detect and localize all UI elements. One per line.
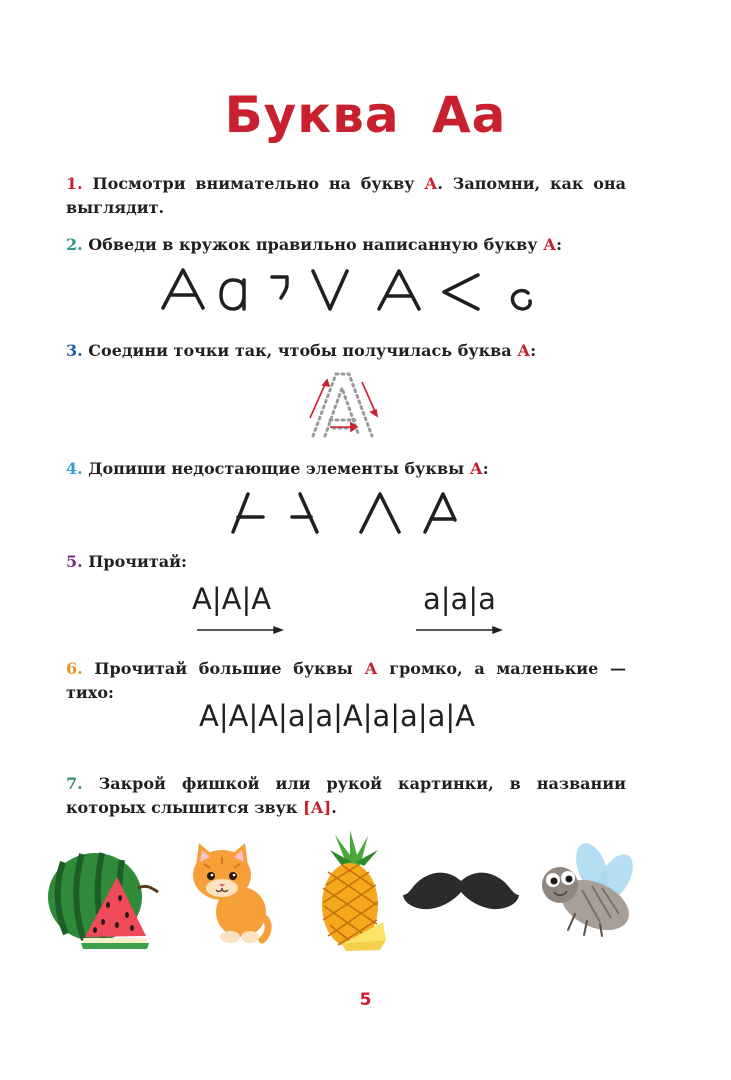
task-number: 1.	[66, 174, 83, 193]
task-number: 6.	[66, 659, 83, 678]
task-number: 4.	[66, 459, 83, 478]
read-mixed: А|А|А|а|а|А|а|а|а|А	[199, 699, 475, 733]
task-letter: А	[364, 659, 378, 678]
task-text: Обведи в кружок правильно написанную букву	[88, 235, 544, 254]
task-text: Допиши недостающие элементы буквы	[88, 459, 470, 478]
page-title: Буква Аа	[224, 86, 507, 144]
task-number: 7.	[66, 774, 83, 793]
task-text: . Запомни, как она выглядит.	[66, 174, 627, 217]
task-letter: А	[424, 174, 438, 193]
read-lowercase: а|а|а	[423, 582, 496, 616]
mustache-picture	[403, 873, 519, 910]
task-text: Прочитай:	[88, 552, 187, 571]
task-text: :	[482, 459, 489, 478]
watermelon-picture	[48, 853, 158, 949]
task-text: Соедини точки так, чтобы получилась буква	[88, 341, 518, 360]
task-number: 2.	[66, 235, 83, 254]
task-number: 3.	[66, 341, 83, 360]
task-text: .	[331, 798, 337, 817]
task-letter: А	[517, 341, 531, 360]
read-uppercase: А|А|А	[192, 582, 272, 616]
task-text: Прочитай большие буквы	[94, 659, 365, 678]
task-text: :	[530, 341, 537, 360]
task-number: 5.	[66, 552, 83, 571]
kitten-picture	[193, 843, 268, 943]
pineapple-picture	[322, 830, 386, 951]
task-letter: А	[469, 459, 483, 478]
task-text: Посмотри внимательно на букву	[92, 174, 425, 193]
task-letter: А	[543, 235, 557, 254]
task-sound: [А]	[303, 798, 332, 817]
task-text: громко, а маленькие — тихо:	[66, 659, 626, 702]
fly-picture	[542, 839, 640, 940]
page-number: 5	[359, 990, 372, 1010]
task-text: Закрой фишкой или рукой картинки, в названии которых слышится звук	[66, 774, 626, 817]
task-text: :	[556, 235, 562, 254]
